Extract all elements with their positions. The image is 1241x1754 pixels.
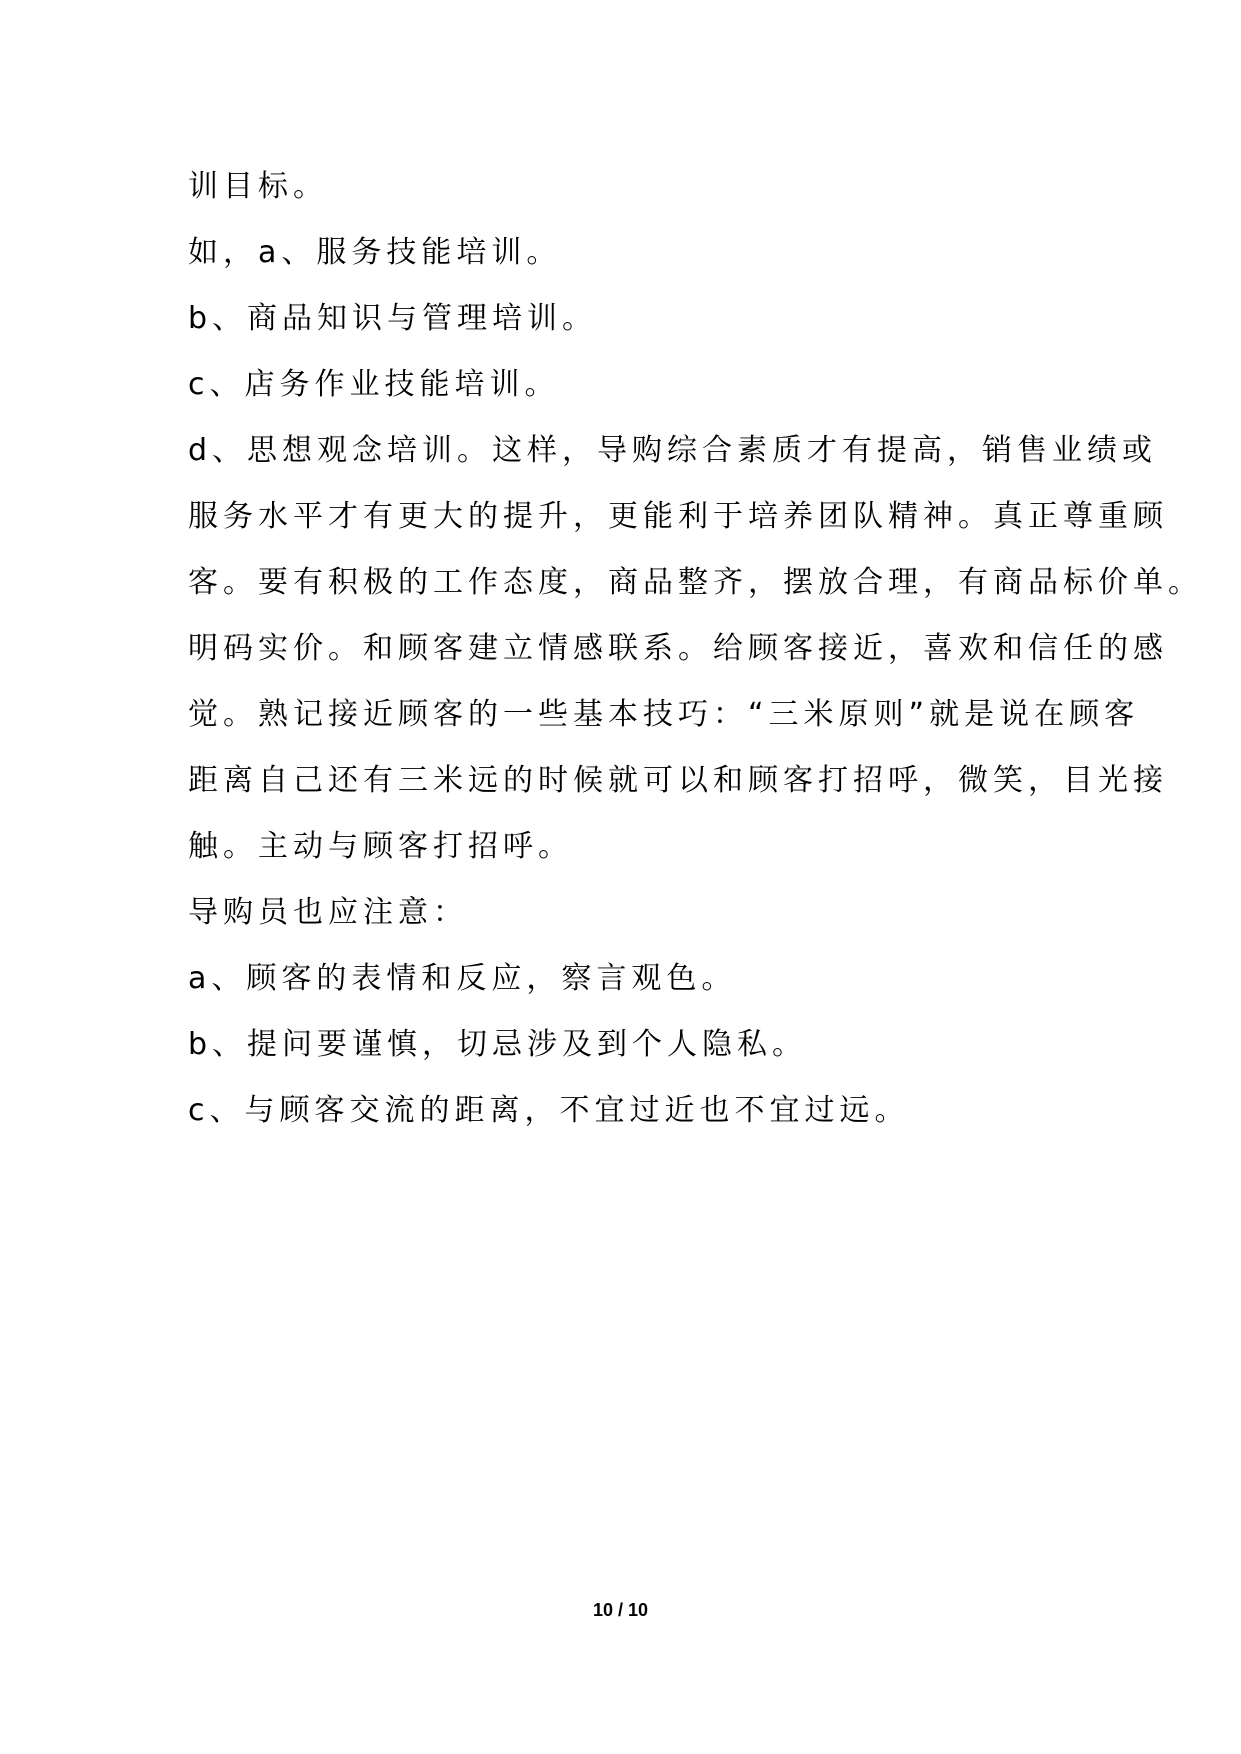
text-line: c、店务作业技能培训。 [188,367,560,402]
text-line: 触。主动与顾客打招呼。 [188,829,573,864]
text-line: 觉。熟记接近顾客的一些基本技巧：“三米原则”就是说在顾客 [188,697,1140,732]
text-line: 导购员也应注意： [188,895,468,930]
text-line: 如，a、服务技能培训。 [188,235,562,270]
text-line: d、思想观念培训。这样，导购综合素质才有提高，销售业绩或 [188,433,1158,468]
text-line: 服务水平才有更大的提升，更能利于培养团队精神。真正尊重顾 [188,499,1168,534]
text-line: b、商品知识与管理培训。 [188,301,598,336]
text-line: 训目标。 [188,169,328,204]
page-number: 10 / 10 [592,1600,649,1620]
document-body [188,154,1203,1144]
text-line: c、与顾客交流的距离，不宜过近也不宜过远。 [188,1093,910,1128]
text-line: 距离自己还有三米远的时候就可以和顾客打招呼，微笑，目光接 [188,763,1168,798]
text-line: a、顾客的表情和反应，察言观色。 [188,961,737,996]
text-line: b、提问要谨慎，切忌涉及到个人隐私。 [188,1027,808,1062]
text-line: 明码实价。和顾客建立情感联系。给顾客接近，喜欢和信任的感 [188,631,1168,666]
text-line: 客。要有积极的工作态度，商品整齐，摆放合理，有商品标价单。 [188,565,1203,600]
